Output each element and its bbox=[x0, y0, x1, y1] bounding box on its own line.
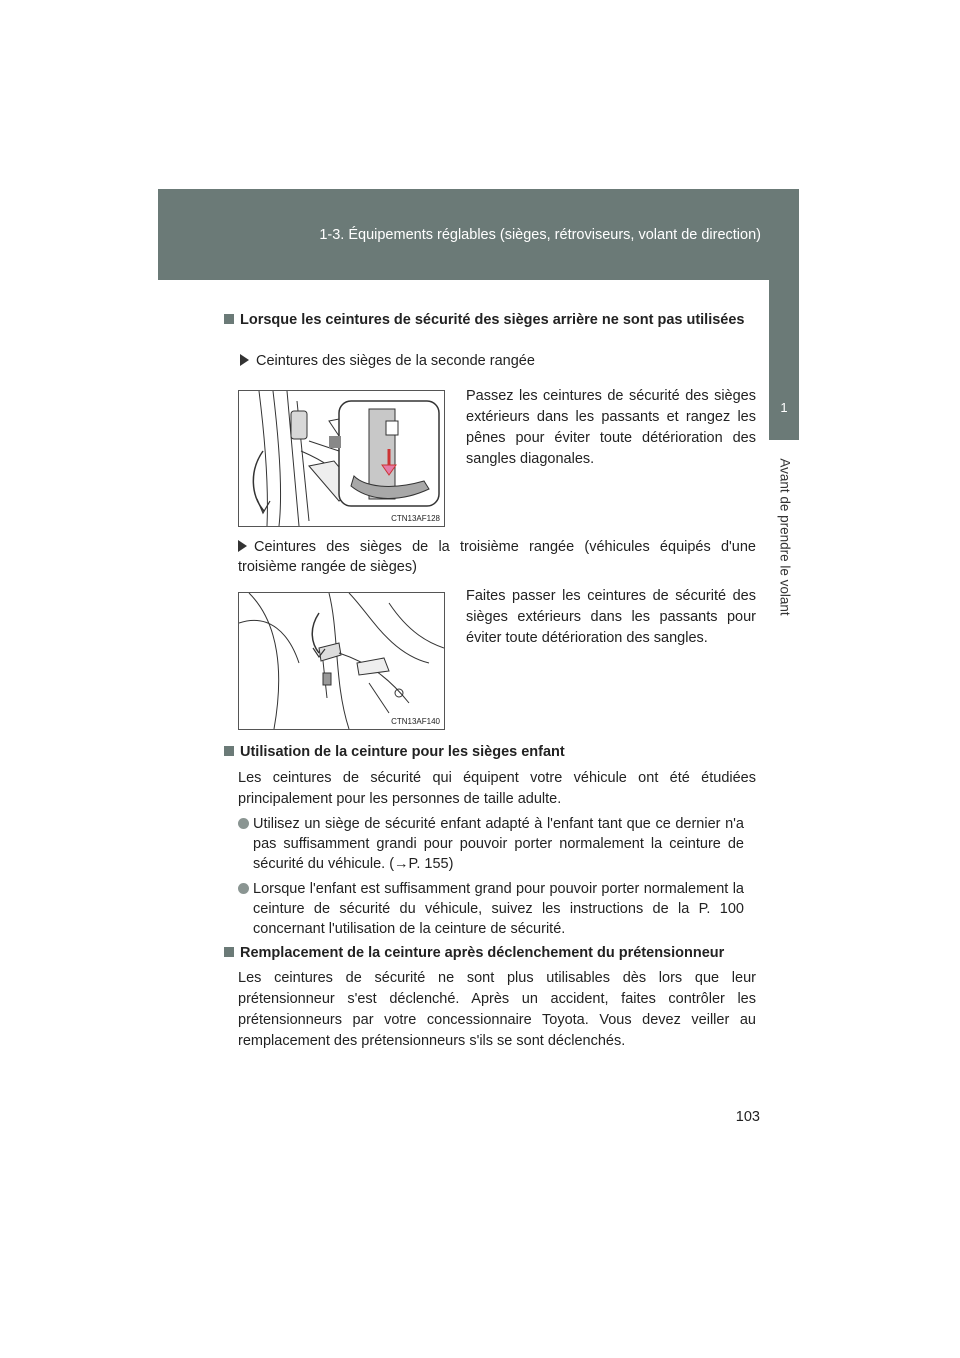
section-heading: Utilisation de la ceinture pour les sièges enfant bbox=[224, 742, 756, 762]
triangle-bullet-icon bbox=[240, 354, 249, 366]
paragraph: Les ceintures de sécurité ne sont plus utilisables dès lors que leur prétensionneur s'est déclenché. Après un accident, faites contrôler les prétensionneurs par votre concessionnaire Toyota. Vous devez veiller au remplacement des prétensionneurs s'ils se sont déclenchés. bbox=[238, 970, 756, 1049]
seatbelt-passant-drawing bbox=[239, 593, 444, 729]
circle-bullet-icon bbox=[238, 883, 249, 894]
section-heading: Remplacement de la ceinture après déclenchement du prétensionneur bbox=[224, 943, 756, 963]
subsection-label: Ceintures des sièges de la troisième rangée (véhicules équipés d'une troisième rangée de sièges) bbox=[238, 539, 756, 575]
instruction-text: Faites passer les ceintures de sécurité des sièges extérieurs dans les passants pour éviter toute détérioration des sangles. bbox=[466, 588, 756, 646]
section-title: 1-3. Équipements réglables (sièges, rétroviseurs, volant de direction) bbox=[319, 227, 761, 243]
seatbelt-second-row-illustration bbox=[238, 390, 445, 527]
square-bullet-icon bbox=[224, 947, 234, 957]
triangle-bullet-icon bbox=[238, 540, 247, 552]
figure-code: CTN13AF128 bbox=[391, 514, 440, 523]
subsection-label: Ceintures des sièges de la seconde rangée bbox=[240, 351, 756, 371]
bullet-item: Utilisez un siège de sécurité enfant adapté à l'enfant tant que ce dernier n'a pas suffisamment grandi pour pouvoir porter normalement la ceinture de sécurité du véhicule. (→P. 155) bbox=[238, 814, 744, 874]
circle-bullet-icon bbox=[238, 818, 249, 829]
square-bullet-icon bbox=[224, 314, 234, 324]
page-number: 103 bbox=[735, 1109, 760, 1125]
section-heading: Lorsque les ceintures de sécurité des sièges arrière ne sont pas utilisées bbox=[224, 310, 756, 330]
seatbelt-hook-drawing bbox=[239, 391, 444, 526]
seatbelt-third-row-illustration bbox=[238, 592, 445, 730]
instruction-text: Passez les ceintures de sécurité des sièges extérieurs dans les passants et rangez les pênes pour éviter toute détérioration des sangles diagonales. bbox=[466, 388, 756, 467]
chapter-tab bbox=[769, 280, 799, 440]
square-bullet-icon bbox=[224, 746, 234, 756]
chapter-number: 1 bbox=[780, 400, 788, 415]
bullet-item: Lorsque l'enfant est suffisamment grand pour pouvoir porter normalement la ceinture de sécurité du véhicule, suivez les instructions de la P. 100 concernant l'utilisation de la ceinture de sécurité. bbox=[238, 879, 744, 939]
chapter-header-band bbox=[158, 189, 799, 280]
figure-code: CTN13AF140 bbox=[391, 717, 440, 726]
chapter-label-text: Avant de prendre le volant bbox=[777, 458, 793, 616]
chapter-side-label bbox=[772, 452, 798, 622]
paragraph: Les ceintures de sécurité qui équipent votre véhicule ont été étudiées principalement pour les personnes de taille adulte. bbox=[238, 770, 756, 807]
